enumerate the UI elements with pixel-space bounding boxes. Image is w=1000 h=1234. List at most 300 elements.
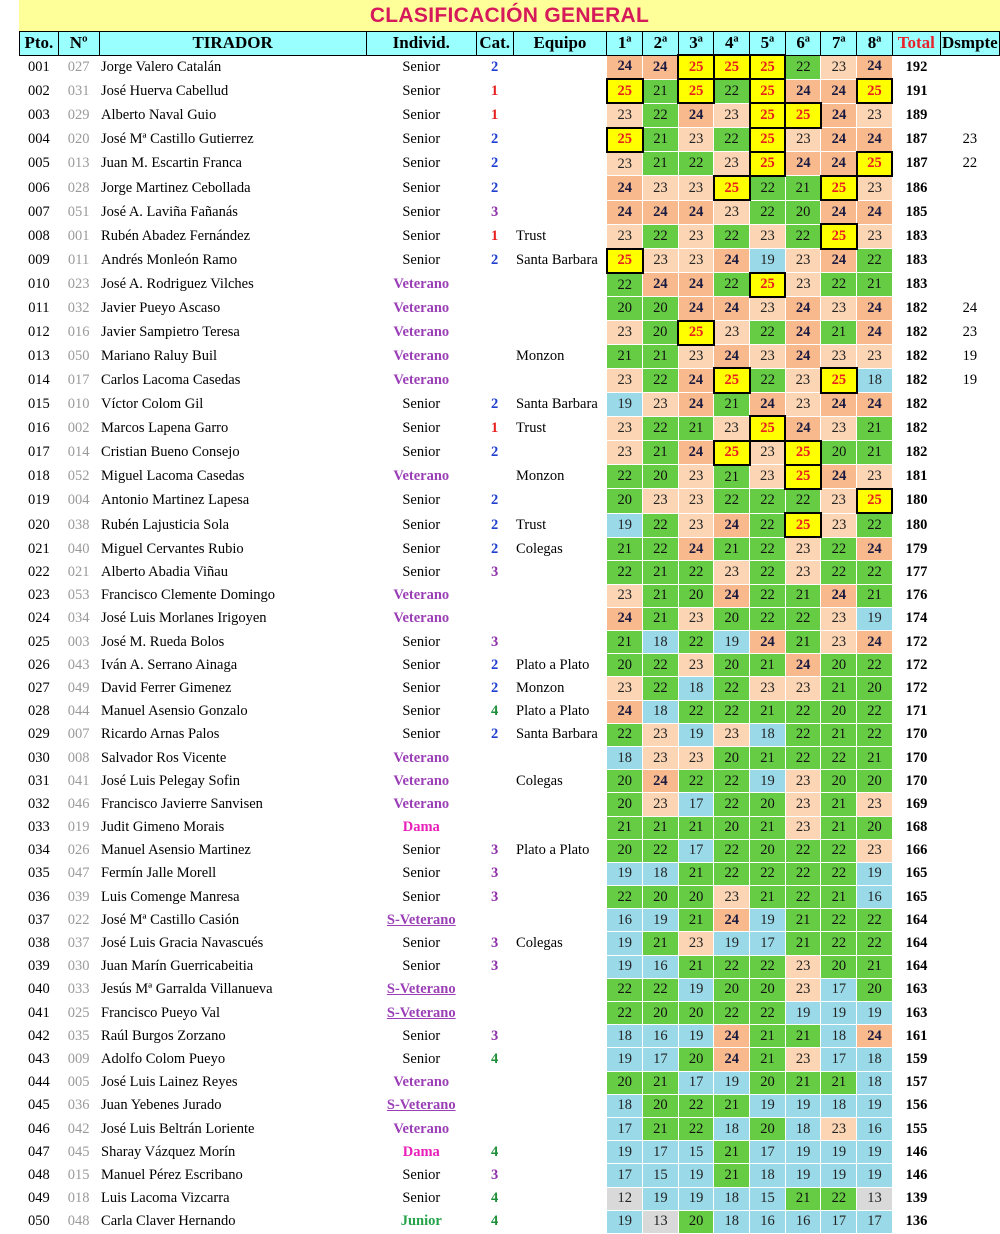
cell-score-round-5: 25 (750, 152, 786, 176)
cell-score-round-1: 22 (607, 1002, 643, 1025)
cell-score-round-2: 24 (643, 273, 679, 297)
cell-score-round-1: 24 (607, 200, 643, 224)
cell-score-round-2: 20 (643, 465, 679, 489)
cell-score-round-5: 21 (750, 886, 786, 909)
cell-shooter-name: Manuel Pérez Escribano (101, 1166, 243, 1183)
cell-team (513, 561, 607, 584)
cell-number: 003 (67, 633, 90, 650)
cell-total: 156 (905, 1097, 928, 1114)
table-row[interactable] (20, 654, 1000, 677)
table-row[interactable] (20, 1187, 1000, 1210)
cell-individual: Senior (402, 516, 441, 533)
table-row[interactable] (20, 393, 1000, 417)
cell-score-round-6: 21 (785, 909, 821, 932)
cell-position: 029 (28, 726, 50, 743)
cell-score-round-8: 18 (857, 1048, 893, 1071)
cell-number: 022 (67, 911, 90, 928)
cell-score-round-6: 19 (785, 1164, 821, 1187)
cell-total: 163 (905, 1004, 928, 1021)
cell-shooter-name: Marcos Lapena Garro (101, 419, 229, 436)
cell-score-round-8: 24 (857, 297, 893, 321)
cell-score-round-2: 23 (643, 176, 679, 200)
cell-score-round-2: 18 (643, 862, 679, 885)
cell-score-round-7: 21 (821, 886, 857, 909)
cell-position: 036 (28, 888, 50, 905)
cell-score-round-3: 19 (678, 1025, 714, 1048)
cell-score-round-1: 20 (607, 489, 643, 513)
table-row[interactable] (20, 224, 1000, 248)
table-row[interactable] (20, 1210, 1000, 1233)
cell-score-round-4: 24 (714, 513, 750, 537)
table-row[interactable] (20, 793, 1000, 816)
col-header-round-2[interactable]: 2ª (643, 32, 679, 56)
cell-tiebreak (940, 839, 999, 862)
cell-individual: Senior (402, 492, 441, 509)
table-row[interactable] (20, 537, 1000, 561)
cell-individual: Senior (402, 564, 441, 581)
cell-score-round-6: 23 (785, 273, 821, 297)
table-row[interactable] (20, 416, 1000, 440)
cell-score-round-5: 21 (750, 1025, 786, 1048)
cell-position: 006 (28, 179, 50, 196)
cell-tiebreak (940, 654, 999, 677)
cell-score-round-1: 24 (607, 176, 643, 200)
cell-score-round-8: 20 (857, 816, 893, 839)
cell-team: Santa Barbara (516, 395, 598, 412)
table-row[interactable] (20, 103, 1000, 127)
cell-score-round-4: 23 (714, 886, 750, 909)
cell-score-round-3: 23 (678, 513, 714, 537)
cell-score-round-3: 23 (678, 746, 714, 769)
cell-team: Trust (516, 227, 547, 244)
cell-number: 026 (67, 842, 90, 859)
cell-score-round-3: 24 (678, 103, 714, 127)
table-row[interactable] (20, 909, 1000, 932)
cell-shooter-name: David Ferrer Gimenez (101, 679, 232, 696)
table-row[interactable] (20, 513, 1000, 537)
cell-score-round-2: 18 (643, 631, 679, 654)
cell-score-round-5: 21 (750, 700, 786, 723)
cell-score-round-3: 22 (678, 561, 714, 584)
cell-score-round-7: 17 (821, 1210, 857, 1233)
cell-category (476, 978, 513, 1001)
cell-category (476, 273, 513, 297)
cell-category (476, 465, 513, 489)
cell-score-round-2: 22 (643, 537, 679, 561)
col-header-round-6[interactable]: 6ª (785, 32, 821, 56)
cell-individual: S-Veterano (386, 1097, 456, 1114)
cell-score-round-5: 22 (750, 176, 786, 200)
cell-score-round-5: 23 (750, 677, 786, 700)
cell-score-round-3: 23 (678, 176, 714, 200)
table-row[interactable] (20, 79, 1000, 103)
cell-shooter-name: Jorge Valero Catalán (101, 58, 222, 75)
cell-score-round-2: 19 (643, 909, 679, 932)
cell-number: 042 (67, 1120, 90, 1137)
cell-score-round-8: 23 (857, 793, 893, 816)
cell-position: 024 (28, 610, 50, 627)
cell-score-round-8: 22 (857, 561, 893, 584)
cell-team (513, 176, 607, 200)
cell-shooter-name: Adolfo Colom Pueyo (101, 1050, 226, 1067)
table-row[interactable] (20, 1048, 1000, 1071)
cell-category (476, 909, 513, 932)
cell-score-round-3: 17 (678, 839, 714, 862)
cell-score-round-1: 25 (607, 249, 643, 273)
cell-individual: Veterano (393, 324, 450, 341)
cell-shooter-name: Alberto Naval Guio (101, 106, 217, 123)
cell-score-round-4: 18 (714, 1210, 750, 1233)
cell-score-round-6: 25 (785, 441, 821, 465)
table-row[interactable] (20, 1071, 1000, 1094)
cell-number: 033 (67, 981, 90, 998)
cell-team (513, 1048, 607, 1071)
cell-category (476, 746, 513, 769)
cell-team (513, 631, 607, 654)
cell-total: 182 (905, 324, 928, 341)
cell-number: 053 (67, 587, 90, 604)
cell-individual: Veterano (393, 749, 450, 766)
cell-score-round-3: 23 (678, 128, 714, 152)
cell-score-round-1: 22 (607, 723, 643, 746)
cell-score-round-6: 23 (785, 537, 821, 561)
cell-individual: Senior (402, 227, 441, 244)
cell-number: 017 (67, 372, 90, 389)
cell-score-round-6: 21 (785, 1071, 821, 1094)
table-row[interactable] (20, 489, 1000, 513)
cell-score-round-6: 23 (785, 393, 821, 417)
cell-score-round-8: 17 (857, 1210, 893, 1233)
cell-score-round-1: 20 (607, 770, 643, 793)
col-header-individ[interactable]: Individ. (366, 32, 476, 56)
cell-number: 016 (67, 324, 90, 341)
cell-score-round-7: 23 (821, 297, 857, 321)
cell-tiebreak: 23 (962, 131, 978, 148)
table-row[interactable] (20, 839, 1000, 862)
cell-score-round-5: 22 (750, 537, 786, 561)
col-header-round-1[interactable]: 1ª (607, 32, 643, 56)
cell-individual: Veterano (393, 348, 450, 365)
cell-total: 183 (905, 276, 928, 293)
cell-category: 3 (491, 865, 499, 882)
cell-score-round-5: 21 (750, 654, 786, 677)
cell-number: 013 (67, 155, 90, 172)
cell-number: 049 (67, 679, 90, 696)
cell-tiebreak (940, 886, 999, 909)
cell-team (513, 55, 607, 79)
table-row[interactable] (20, 816, 1000, 839)
cell-number: 031 (67, 82, 90, 99)
table-row[interactable] (20, 55, 1000, 79)
cell-score-round-6: 24 (785, 654, 821, 677)
cell-score-round-6: 23 (785, 955, 821, 978)
cell-individual: Senior (402, 203, 441, 220)
table-row[interactable] (20, 128, 1000, 152)
cell-individual: Junior (400, 1213, 442, 1230)
cell-tiebreak (940, 1164, 999, 1187)
table-row[interactable] (20, 1025, 1000, 1048)
cell-score-round-3: 21 (678, 816, 714, 839)
cell-tiebreak (940, 1141, 999, 1164)
table-row[interactable] (20, 561, 1000, 584)
cell-team: Plato a Plato (516, 842, 590, 859)
table-body (20, 55, 1000, 1233)
cell-score-round-4: 24 (714, 249, 750, 273)
cell-score-round-2: 21 (643, 932, 679, 955)
col-header-no[interactable]: Nº (58, 32, 99, 56)
cell-score-round-3: 24 (678, 441, 714, 465)
cell-score-round-7: 24 (821, 465, 857, 489)
cell-score-round-1: 25 (607, 79, 643, 103)
cell-score-round-2: 17 (643, 1048, 679, 1071)
cell-number: 008 (67, 749, 90, 766)
col-header-round-3[interactable]: 3ª (678, 32, 714, 56)
cell-position: 031 (28, 772, 50, 789)
table-row[interactable] (20, 932, 1000, 955)
cell-number: 028 (67, 179, 90, 196)
table-row[interactable] (20, 297, 1000, 321)
cell-position: 040 (28, 981, 50, 998)
col-header-round-7[interactable]: 7ª (821, 32, 857, 56)
cell-team: Plato a Plato (516, 703, 590, 720)
table-row[interactable] (20, 770, 1000, 793)
col-header-equipo[interactable]: Equipo (513, 32, 607, 56)
cell-tiebreak: 19 (962, 348, 978, 365)
cell-shooter-name: Miguel Cervantes Rubio (101, 540, 244, 557)
cell-team (513, 103, 607, 127)
cell-team (513, 1164, 607, 1187)
cell-score-round-4: 22 (714, 1002, 750, 1025)
cell-total: 187 (905, 155, 928, 172)
table-row[interactable] (20, 152, 1000, 176)
table-row[interactable] (20, 584, 1000, 607)
cell-team: Monzon (516, 468, 565, 485)
cell-team (513, 886, 607, 909)
col-header-cat[interactable]: Cat. (476, 32, 513, 56)
cell-position: 021 (28, 540, 50, 557)
cell-score-round-2: 22 (643, 416, 679, 440)
cell-score-round-1: 20 (607, 839, 643, 862)
table-row[interactable] (20, 1141, 1000, 1164)
cell-tiebreak (940, 770, 999, 793)
cell-category (476, 1002, 513, 1025)
table-row[interactable] (20, 368, 1000, 392)
cell-position: 045 (28, 1097, 50, 1114)
cell-score-round-3: 23 (678, 345, 714, 369)
cell-score-round-5: 17 (750, 932, 786, 955)
cell-score-round-3: 22 (678, 770, 714, 793)
cell-position: 046 (28, 1120, 50, 1137)
cell-tiebreak (940, 561, 999, 584)
cell-score-round-3: 20 (678, 1210, 714, 1233)
table-row[interactable] (20, 746, 1000, 769)
cell-score-round-5: 22 (750, 200, 786, 224)
cell-score-round-8: 23 (857, 103, 893, 127)
cell-individual: Senior (402, 842, 441, 859)
cell-tiebreak (940, 1048, 999, 1071)
cell-shooter-name: Carlos Lacoma Casedas (101, 372, 241, 389)
cell-number: 018 (67, 1190, 90, 1207)
cell-score-round-5: 22 (750, 1002, 786, 1025)
cell-score-round-1: 21 (607, 345, 643, 369)
table-row[interactable] (20, 1117, 1000, 1140)
cell-team (513, 128, 607, 152)
cell-score-round-4: 22 (714, 793, 750, 816)
col-header-round-4[interactable]: 4ª (714, 32, 750, 56)
cell-individual: Senior (402, 865, 441, 882)
cell-score-round-6: 23 (785, 128, 821, 152)
cell-score-round-6: 21 (785, 631, 821, 654)
cell-score-round-6: 23 (785, 368, 821, 392)
col-header-tirador[interactable]: TIRADOR (99, 32, 366, 56)
cell-number: 023 (67, 276, 90, 293)
cell-individual: Senior (402, 633, 441, 650)
cell-score-round-2: 17 (643, 1141, 679, 1164)
cell-tiebreak (940, 607, 999, 630)
cell-category: 2 (491, 395, 499, 412)
cell-number: 039 (67, 888, 90, 905)
col-header-pto[interactable]: Pto. (20, 32, 59, 56)
cell-category: 3 (491, 564, 499, 581)
table-row[interactable] (20, 273, 1000, 297)
cell-position: 002 (28, 82, 50, 99)
cell-number: 051 (67, 203, 90, 220)
cell-score-round-2: 20 (643, 1002, 679, 1025)
table-row[interactable] (20, 607, 1000, 630)
cell-score-round-5: 22 (750, 321, 786, 345)
cell-total: 177 (905, 564, 928, 581)
table-row[interactable] (20, 176, 1000, 200)
col-header-dsmpte[interactable]: Dsmpte (940, 32, 999, 56)
cell-position: 027 (28, 679, 50, 696)
cell-score-round-8: 25 (857, 489, 893, 513)
table-row[interactable] (20, 1002, 1000, 1025)
cell-score-round-6: 24 (785, 321, 821, 345)
cell-position: 025 (28, 633, 50, 650)
cell-score-round-3: 22 (678, 1117, 714, 1140)
cell-score-round-4: 24 (714, 345, 750, 369)
table-row[interactable] (20, 321, 1000, 345)
cell-score-round-3: 23 (678, 932, 714, 955)
cell-shooter-name: Francisco Clemente Domingo (101, 587, 275, 604)
cell-score-round-5: 25 (750, 55, 786, 79)
cell-individual: Senior (402, 252, 441, 269)
table-row[interactable] (20, 677, 1000, 700)
cell-score-round-8: 19 (857, 1002, 893, 1025)
table-row[interactable] (20, 631, 1000, 654)
table-row[interactable] (20, 955, 1000, 978)
table-row[interactable] (20, 978, 1000, 1001)
cell-tiebreak (940, 909, 999, 932)
cell-score-round-6: 23 (785, 793, 821, 816)
cell-score-round-8: 24 (857, 128, 893, 152)
cell-tiebreak: 23 (962, 324, 978, 341)
cell-score-round-8: 16 (857, 1117, 893, 1140)
cell-position: 016 (28, 419, 50, 436)
cell-individual: Veterano (393, 795, 450, 812)
cell-score-round-2: 22 (643, 978, 679, 1001)
cell-individual: Senior (402, 540, 441, 557)
col-header-round-5[interactable]: 5ª (750, 32, 786, 56)
cell-category: 4 (491, 1213, 499, 1230)
cell-tiebreak: 24 (962, 300, 978, 317)
cell-score-round-6: 21 (785, 176, 821, 200)
cell-tiebreak: 22 (962, 155, 978, 172)
table-row[interactable] (20, 886, 1000, 909)
cell-team: Monzon (516, 679, 565, 696)
cell-score-round-1: 23 (607, 677, 643, 700)
cell-total: 139 (905, 1190, 928, 1207)
cell-position: 020 (28, 516, 50, 533)
cell-tiebreak (940, 103, 999, 127)
cell-score-round-5: 19 (750, 770, 786, 793)
table-row[interactable] (20, 465, 1000, 489)
cell-score-round-3: 21 (678, 862, 714, 885)
cell-score-round-7: 20 (821, 955, 857, 978)
cell-score-round-8: 24 (857, 537, 893, 561)
cell-score-round-2: 21 (643, 607, 679, 630)
table-row[interactable] (20, 700, 1000, 723)
cell-shooter-name: Luis Comenge Manresa (101, 888, 240, 905)
cell-score-round-5: 23 (750, 224, 786, 248)
cell-score-round-2: 21 (643, 584, 679, 607)
cell-category: 3 (491, 842, 499, 859)
table-row[interactable] (20, 862, 1000, 885)
cell-score-round-3: 20 (678, 1002, 714, 1025)
table-row[interactable] (20, 1164, 1000, 1187)
cell-score-round-5: 20 (750, 1117, 786, 1140)
cell-score-round-7: 24 (821, 79, 857, 103)
cell-position: 014 (28, 372, 50, 389)
cell-tiebreak (940, 273, 999, 297)
table-row[interactable] (20, 345, 1000, 369)
cell-number: 002 (67, 419, 90, 436)
cell-shooter-name: Salvador Ros Vicente (101, 749, 227, 766)
cell-tiebreak (940, 1210, 999, 1233)
table-row[interactable] (20, 249, 1000, 273)
table-row[interactable] (20, 441, 1000, 465)
cell-score-round-4: 22 (714, 770, 750, 793)
cell-score-round-2: 24 (643, 200, 679, 224)
cell-team (513, 1210, 607, 1233)
table-row[interactable] (20, 200, 1000, 224)
cell-team (513, 152, 607, 176)
cell-team (513, 79, 607, 103)
cell-category: 3 (491, 203, 499, 220)
cell-score-round-2: 21 (643, 79, 679, 103)
cell-score-round-4: 25 (714, 441, 750, 465)
table-row[interactable] (20, 1094, 1000, 1117)
cell-shooter-name: José Luis Pelegay Sofin (101, 772, 240, 789)
cell-score-round-6: 18 (785, 1117, 821, 1140)
cell-number: 036 (67, 1097, 90, 1114)
col-header-round-8[interactable]: 8ª (857, 32, 893, 56)
cell-score-round-4: 21 (714, 465, 750, 489)
cell-total: 176 (905, 587, 928, 604)
cell-score-round-3: 19 (678, 1187, 714, 1210)
col-header-total[interactable]: Total (892, 32, 940, 56)
cell-score-round-8: 19 (857, 1094, 893, 1117)
cell-category (476, 816, 513, 839)
cell-shooter-name: Antonio Martinez Lapesa (101, 492, 250, 509)
cell-team (513, 746, 607, 769)
cell-score-round-3: 23 (678, 654, 714, 677)
cell-score-round-1: 23 (607, 584, 643, 607)
cell-individual: Dama (402, 1143, 440, 1160)
cell-category: 1 (491, 419, 499, 436)
table-row[interactable] (20, 723, 1000, 746)
cell-score-round-7: 24 (821, 249, 857, 273)
